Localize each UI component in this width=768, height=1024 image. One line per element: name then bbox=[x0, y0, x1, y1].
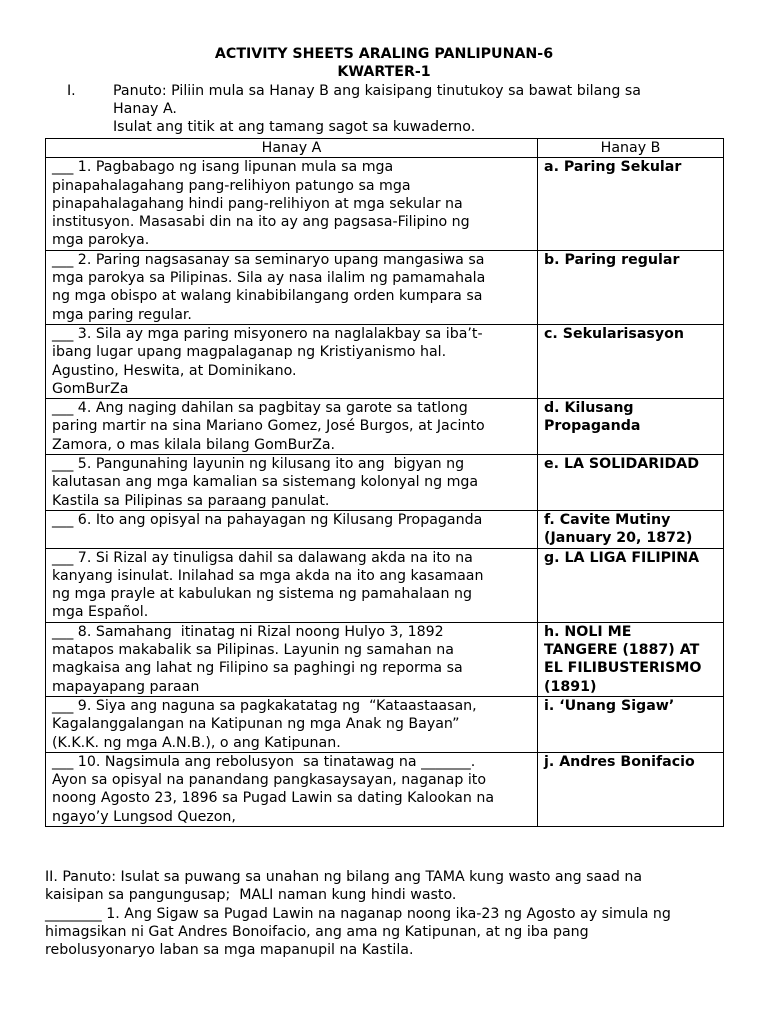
hanay-a-line: Kastila sa Pilipinas sa paraang panulat. bbox=[52, 492, 330, 509]
matching-row bbox=[46, 752, 724, 826]
hanay-a-line: Zamora, o mas kilala bilang GomBurZa. bbox=[52, 436, 336, 453]
hanay-b-item bbox=[538, 696, 724, 752]
hanay-a-line: kalutasan ang mga kamalian sa sistemang kolonyal ng mga bbox=[52, 474, 479, 491]
hanay-a-line: ___ 3. Sila ay mga paring misyonero na naglalakbay sa iba’t- bbox=[52, 325, 483, 342]
matching-table-body bbox=[46, 158, 724, 827]
hanay-b-line: i. ‘Unang Sigaw’ bbox=[544, 697, 675, 714]
hanay-a-line: mga Español. bbox=[52, 604, 149, 621]
hanay-a-line: ibang lugar upang magpalaganap ng Kristiyanismo hal. bbox=[52, 344, 447, 361]
hanay-a-line: pinapahalagahang pang-relihiyon patungo sa mga bbox=[52, 177, 411, 194]
hanay-a-item bbox=[46, 399, 538, 455]
hanay-a-line: Agustino, Heswita, at Dominikano. bbox=[52, 362, 297, 379]
hanay-a-line: GomBurZa bbox=[52, 380, 129, 397]
hanay-a-header: Hanay A bbox=[46, 139, 538, 158]
hanay-b-item bbox=[538, 250, 724, 324]
hanay-a-line: ___ 7. Si Rizal ay tinuligsa dahil sa dalawang akda na ito na bbox=[52, 549, 473, 566]
hanay-a-line: Kagalanggalangan na Katipunan ng mga Anak ng Bayan” bbox=[52, 716, 460, 733]
hanay-a-line: mga paring regular. bbox=[52, 306, 192, 323]
part1-directions-line: Isulat ang titik at ang tamang sagot sa kuwaderno. bbox=[113, 119, 476, 135]
hanay-b-item bbox=[538, 622, 724, 696]
hanay-a-item bbox=[46, 455, 538, 511]
hanay-b-line: d. Kilusang bbox=[544, 400, 634, 417]
hanay-a-item bbox=[46, 250, 538, 324]
hanay-a-line: noong Agosto 23, 1896 sa Pugad Lawin sa dating Kalookan na bbox=[52, 790, 495, 807]
hanay-b-line: b. Paring regular bbox=[544, 251, 680, 268]
matching-row bbox=[46, 250, 724, 324]
hanay-b-line: h. NOLI ME bbox=[544, 623, 632, 640]
hanay-b-line: TANGERE (1887) AT bbox=[544, 642, 700, 659]
hanay-a-item bbox=[46, 510, 538, 548]
part2-item-line: ________ 1. Ang Sigaw sa Pugad Lawin na naganap noong ika-23 ng Agosto ay simula ng bbox=[45, 905, 671, 922]
part1-directions-line: Hanay A. bbox=[113, 101, 177, 117]
hanay-a-line: mga parokya sa Pilipinas. Sila ay nasa ilalim ng pamamahala bbox=[52, 270, 486, 287]
matching-row bbox=[46, 324, 724, 398]
hanay-a-item bbox=[46, 622, 538, 696]
hanay-b-line: c. Sekularisasyon bbox=[544, 325, 684, 342]
matching-row bbox=[46, 622, 724, 696]
part1-directions-line: Panuto: Piliin mula sa Hanay B ang kaisipang tinutukoy sa bawat bilang sa bbox=[113, 83, 641, 99]
matching-row bbox=[46, 510, 724, 548]
hanay-b-item bbox=[538, 324, 724, 398]
part2-item-line: rebolusyonaryo laban sa mga mapanupil na Kastila. bbox=[45, 942, 414, 959]
hanay-a-item bbox=[46, 696, 538, 752]
hanay-b-line: EL FILIBUSTERISMO bbox=[544, 660, 702, 677]
hanay-a-item bbox=[46, 548, 538, 622]
matching-row bbox=[46, 696, 724, 752]
hanay-a-line: mga parokya. bbox=[52, 232, 150, 249]
hanay-b-item bbox=[538, 510, 724, 548]
part1-number: I. bbox=[67, 83, 76, 99]
hanay-a-item bbox=[46, 324, 538, 398]
part2-section bbox=[45, 868, 725, 959]
hanay-a-line: ng mga obispo at walang kinabibilangang orden kumpara sa bbox=[52, 288, 483, 305]
hanay-a-item bbox=[46, 158, 538, 250]
hanay-a-line: ___ 6. Ito ang opisyal na pahayagan ng Kilusang Propaganda bbox=[52, 511, 483, 528]
hanay-a-line: paring martir na sina Mariano Gomez, José Burgos, at Jacinto bbox=[52, 418, 485, 435]
hanay-b-item bbox=[538, 752, 724, 826]
hanay-a-line: ngayo’y Lungsod Quezon, bbox=[52, 808, 236, 825]
matching-row bbox=[46, 399, 724, 455]
matching-row bbox=[46, 455, 724, 511]
hanay-a-line: ng mga prayle at kabulukan ng sistema ng pamahalaan ng bbox=[52, 586, 472, 603]
hanay-b-header: Hanay B bbox=[538, 139, 724, 158]
hanay-b-item bbox=[538, 455, 724, 511]
hanay-a-line: kanyang isinulat. Inilahad sa mga akda na ito ang kasamaan bbox=[52, 567, 484, 584]
hanay-b-item bbox=[538, 548, 724, 622]
matching-row bbox=[46, 548, 724, 622]
hanay-a-line: ___ 1. Pagbabago ng isang lipunan mula sa mga bbox=[52, 159, 394, 176]
hanay-a-line: ___ 5. Pangunahing layunin ng kilusang ito ang bigyan ng bbox=[52, 456, 465, 473]
hanay-b-line: (1891) bbox=[544, 678, 597, 695]
part2-directions-line: II. Panuto: Isulat sa puwang sa unahan ng bilang ang TAMA kung wasto ang saad na bbox=[45, 869, 643, 885]
hanay-b-item bbox=[538, 158, 724, 250]
hanay-a-line: ___ 2. Paring nagsasanay sa seminaryo upang mangasiwa sa bbox=[52, 251, 485, 268]
hanay-a-line: ___ 8. Samahang itinatag ni Rizal noong Hulyo 3, 1892 bbox=[52, 623, 444, 640]
hanay-b-item bbox=[538, 399, 724, 455]
part2-item-line: himagsikan ni Gat Andres Bonoifacio, ang ama ng Katipunan, at ng iba pang bbox=[45, 923, 589, 940]
hanay-b-line: j. Andres Bonifacio bbox=[544, 753, 695, 770]
matching-table bbox=[45, 138, 724, 827]
hanay-b-line: g. LA LIGA FILIPINA bbox=[544, 549, 700, 566]
hanay-a-line: pinapahalagahang hindi pang-relihiyon at mga sekular na bbox=[52, 195, 463, 212]
hanay-a-line: (K.K.K. ng mga A.N.B.), o ang Katipunan. bbox=[52, 734, 341, 751]
hanay-a-item bbox=[46, 752, 538, 826]
hanay-a-line: institusyon. Masasabi din na ito ay ang pagsasa-Filipino ng bbox=[52, 214, 470, 231]
hanay-a-line: ___ 4. Ang naging dahilan sa pagbitay sa garote sa tatlong bbox=[52, 400, 468, 417]
hanay-a-line: Ayon sa opisyal na panandang pangkasaysayan, naganap ito bbox=[52, 772, 487, 789]
hanay-b-line: e. LA SOLIDARIDAD bbox=[544, 456, 700, 473]
hanay-a-line: ___ 9. Siya ang naguna sa pagkakatatag ng “Kataastaasan, bbox=[52, 697, 477, 714]
part2-directions-line: kaisipan sa pangungusap; MALI naman kung hindi wasto. bbox=[45, 887, 457, 904]
hanay-b-line: Propaganda bbox=[544, 418, 641, 435]
document-title: ACTIVITY SHEETS ARALING PANLIPUNAN-6 bbox=[214, 46, 554, 62]
hanay-a-line: magkaisa ang lahat ng Filipino sa paghingi ng reporma sa bbox=[52, 660, 463, 677]
hanay-b-line: (January 20, 1872) bbox=[544, 530, 693, 547]
hanay-a-line: ___ 10. Nagsimula ang rebolusyon sa tinatawag na _______. bbox=[52, 753, 476, 770]
document-subtitle: KWARTER-1 bbox=[337, 64, 431, 80]
hanay-a-line: matapos makabalik sa Pilipinas. Layunin ng samahan na bbox=[52, 642, 454, 659]
hanay-b-line: f. Cavite Mutiny bbox=[544, 511, 671, 528]
hanay-a-line: mapayapang paraan bbox=[52, 678, 200, 695]
hanay-b-line: a. Paring Sekular bbox=[544, 159, 682, 176]
matching-table-header-row bbox=[46, 139, 724, 158]
matching-row bbox=[46, 158, 724, 250]
part1-directions bbox=[113, 82, 703, 136]
